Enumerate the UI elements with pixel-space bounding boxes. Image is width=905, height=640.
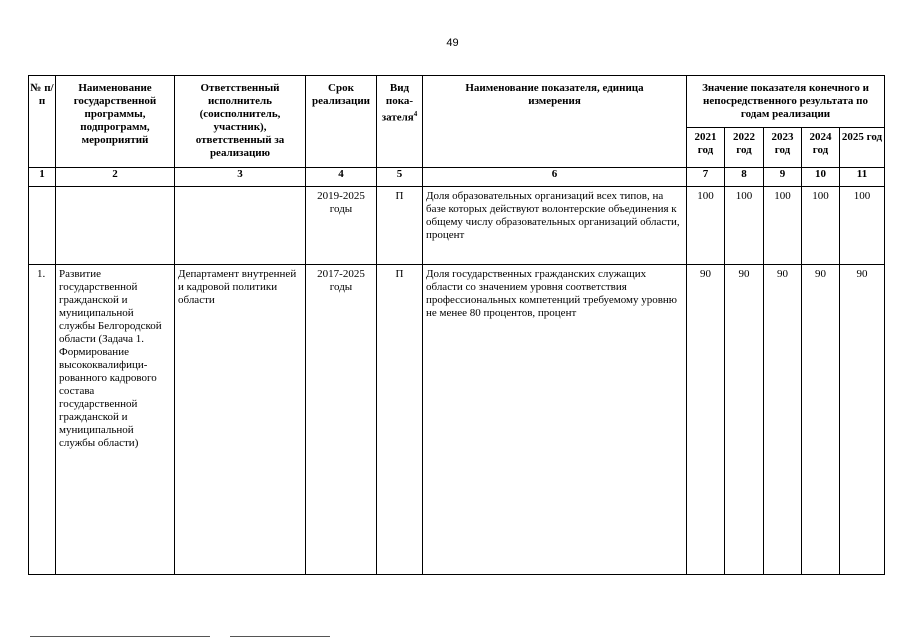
column-number: 7 — [687, 168, 725, 187]
row-program-name — [56, 187, 175, 265]
column-number: 3 — [175, 168, 306, 187]
column-number: 6 — [423, 168, 687, 187]
column-number: 4 — [306, 168, 377, 187]
indicators-table — [28, 75, 885, 575]
header-row — [29, 76, 885, 128]
page-number: 49 — [446, 37, 459, 49]
row-value-2021: 100 — [687, 187, 725, 265]
scan-artifact-line — [30, 636, 210, 637]
column-number: 8 — [725, 168, 764, 187]
row-period: 2017-2025 годы — [306, 265, 377, 575]
year-2024: 2024 год — [802, 128, 840, 168]
year-2022: 2022 год — [725, 128, 764, 168]
header-indicator-name: Наименование показателя, единица измерения — [423, 76, 687, 168]
row-value-2025: 90 — [840, 265, 885, 575]
row-indicator-name: Доля образовательных организаций всех типов, на базе которых действуют волонтерские объединения к общему числу образовательных организаций области, процент — [423, 187, 687, 265]
row-indicator-type: П — [377, 265, 423, 575]
row-program-name: Развитие государственной гражданской и муниципальной службы Белгородской области (Задача 1. Формирование высококвалифици-рованного кадрового состава государственной гражданской и муниципальной службы области) — [56, 265, 175, 575]
footnote-4: 4 — [413, 110, 418, 118]
header-values-group: Значение показателя конечного и непосредственного результата по годам реализации — [687, 76, 885, 128]
row-number — [29, 187, 56, 265]
year-2023: 2023 год — [764, 128, 802, 168]
row-value-2022: 90 — [725, 265, 764, 575]
row-indicator-type: П — [377, 187, 423, 265]
column-number: 10 — [802, 168, 840, 187]
row-indicator-name: Доля государственных гражданских служащих области со значением уровня соответствия профессиональных компетенций требуемому уровню не менее 80 процентов, процент — [423, 265, 687, 575]
row-value-2024: 100 — [802, 187, 840, 265]
column-number: 5 — [377, 168, 423, 187]
column-number: 2 — [56, 168, 175, 187]
header-executor: Ответственный исполнитель (соисполнитель, участник), ответственный за реализацию — [175, 76, 306, 168]
row-value-2024: 90 — [802, 265, 840, 575]
column-number: 1 — [29, 168, 56, 187]
row-number: 1. — [29, 265, 56, 575]
row-executor — [175, 187, 306, 265]
scan-artifact-line — [230, 636, 330, 637]
table-row — [29, 265, 885, 575]
row-value-2025: 100 — [840, 187, 885, 265]
row-value-2023: 100 — [764, 187, 802, 265]
header-number: № п/п — [29, 76, 56, 168]
header-period: Срок реализации — [306, 76, 377, 168]
header-program-name: Наименование государственной программы, подпрограмм, мероприятий — [56, 76, 175, 168]
row-value-2021: 90 — [687, 265, 725, 575]
row-executor: Департамент внутренней и кадровой политики области — [175, 265, 306, 575]
table-row — [29, 187, 885, 265]
row-value-2022: 100 — [725, 187, 764, 265]
year-2021: 2021 год — [687, 128, 725, 168]
row-period: 2019-2025 годы — [306, 187, 377, 265]
header-indicator-type — [377, 76, 423, 168]
column-numbers-row — [29, 168, 885, 187]
column-number: 11 — [840, 168, 885, 187]
year-2025: 2025 год — [840, 128, 885, 168]
header-indicator-type-text: Вид пока-зателя — [381, 82, 414, 124]
column-number: 9 — [764, 168, 802, 187]
row-value-2023: 90 — [764, 265, 802, 575]
